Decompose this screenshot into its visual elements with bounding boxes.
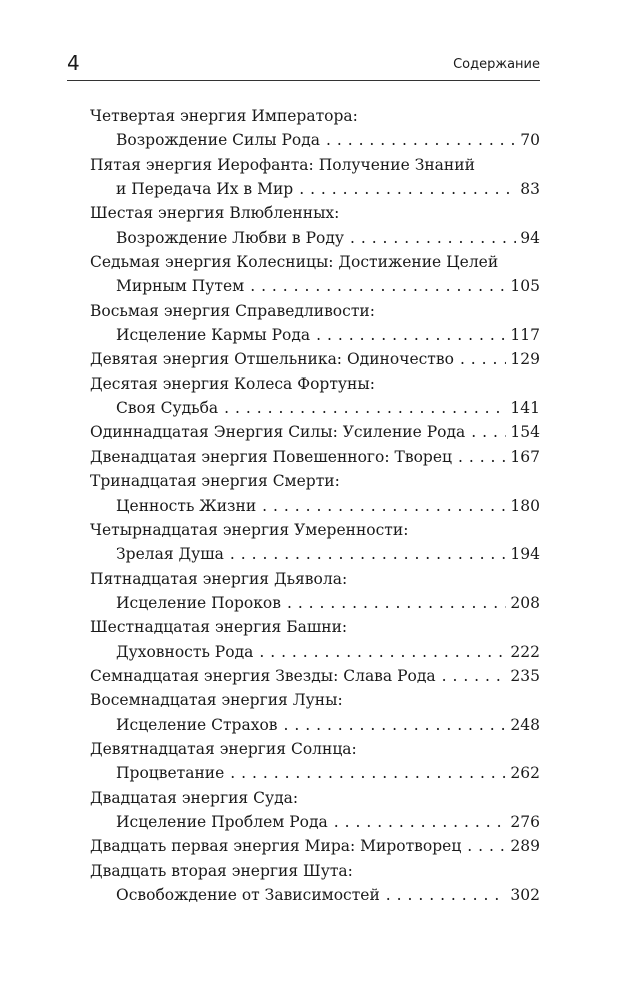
toc-entry-text: Десятая энергия Колеса Фортуны: [90,374,375,393]
dot-leader [326,128,516,152]
toc-entry-line [90,591,540,615]
toc-entry-line [90,226,540,250]
toc-entry-text: Возрождение Силы Рода [116,131,321,150]
toc-page-number: 129 [510,350,540,369]
toc-entry-text: Девятнадцатая энергия Солнца: [90,739,357,758]
toc-entry-heading [90,299,540,323]
toc-entry-heading [90,372,540,396]
dot-leader [230,761,506,785]
dot-leader [230,542,506,566]
toc-page-number: 105 [510,277,540,296]
toc-entry-line [90,810,540,834]
toc-page-number: 302 [510,886,540,904]
toc-entry-text: Исцеление Проблем Рода [116,812,328,831]
toc-entry-heading [90,688,540,712]
toc-entry-line [90,420,540,444]
dot-leader [284,713,507,737]
toc-entry-heading [90,615,540,639]
toc-entry-line [90,396,540,420]
toc-entry-text: и Передача Их в Мир [116,180,294,199]
toc-entry-text: Шестая энергия Влюбленных: [90,204,340,223]
toc-entry-heading [90,469,540,493]
toc-page-number: 94 [520,228,540,247]
toc-entry-text: Восьмая энергия Справедливости: [90,301,375,320]
toc-entry-text: Седьмая энергия Колесницы: Достижение Целей [90,253,499,272]
toc-entry-text: Пятая энергия Иерофанта: Получение Знаний [90,155,475,174]
toc-entry-line [90,542,540,566]
toc-entry-line [90,494,540,518]
toc-entry-text: Мирным Путем [116,277,245,296]
dot-leader [386,883,507,907]
toc-entry-heading [90,153,540,177]
page-header [67,50,540,81]
toc-page-number: 289 [510,837,540,856]
toc-entry-text: Процветание [116,764,225,783]
dot-leader [287,591,506,615]
toc-entry-line [90,834,540,858]
toc-entry-text: Тринадцатая энергия Смерти: [90,472,340,491]
toc-page-number: 194 [510,545,540,564]
toc-page-number: 154 [510,423,540,442]
toc-entry-text: Четырнадцатая энергия Умеренности: [90,520,409,539]
dot-leader [458,445,506,469]
dot-leader [350,226,516,250]
toc-entry-text: Двадцать первая энергия Мира: Миротворец [90,837,462,856]
dot-leader [262,494,506,518]
toc-page-number: 248 [510,715,540,734]
toc-page-number: 276 [510,812,540,831]
toc-entry-text: Девятая энергия Отшельника: Одиночество [90,350,454,369]
dot-leader [224,396,506,420]
toc-entry-line [90,177,540,201]
toc-entry-line [90,761,540,785]
dot-leader [316,323,506,347]
toc-entry-text: Семнадцатая энергия Звезды: Слава Рода [90,666,436,685]
toc-entry-text: Двадцать вторая энергия Шута: [90,861,353,880]
toc-entry-text: Исцеление Кармы Рода [116,326,311,345]
toc-entry-text: Одиннадцатая Энергия Силы: Усиление Рода [90,423,466,442]
section-title: Содержание [453,57,540,72]
toc-page-number: 141 [510,399,540,418]
dot-leader [467,834,506,858]
toc-entry-heading [90,104,540,128]
toc-entry-line [90,883,540,907]
toc-entry-heading [90,518,540,542]
toc-entry-text: Исцеление Страхов [116,715,278,734]
dot-leader [299,177,516,201]
toc-entry-line [90,664,540,688]
toc-entry-heading [90,250,540,274]
toc-page-number: 222 [510,642,540,661]
dot-leader [334,810,507,834]
toc-entry-text: Восемнадцатая энергия Луны: [90,691,343,710]
toc-entry-heading [90,859,540,883]
dot-leader [471,420,506,444]
dot-leader [250,274,506,298]
toc-entry-text: Пятнадцатая энергия Дьявола: [90,569,348,588]
toc-entry-text: Духовность Рода [116,642,254,661]
toc-entry-heading [90,567,540,591]
toc-entry-text: Шестнадцатая энергия Башни: [90,618,348,637]
toc-entry-text: Ценность Жизни [116,496,257,515]
toc-entry-text: Освобождение от Зависимостей [116,886,380,904]
toc-entry-text: Своя Судьба [116,399,219,418]
toc-entry-text: Возрождение Любви в Роду [116,228,344,247]
toc-entry-line [90,128,540,152]
toc-entry-text: Исцеление Пороков [116,593,281,612]
toc-entry-text: Четвертая энергия Императора: [90,107,358,125]
dot-leader [259,640,506,664]
toc-entry-text: Двадцатая энергия Суда: [90,788,299,807]
toc-entry-heading [90,201,540,225]
dot-leader [460,347,506,371]
toc-entry-heading [90,786,540,810]
toc-page-number: 235 [510,666,540,685]
toc-entry-line [90,640,540,664]
toc-entry-line [90,445,540,469]
toc-entry-line [90,713,540,737]
toc-entry-line [90,323,540,347]
toc-page-number: 117 [510,326,540,345]
toc-entry-line [90,274,540,298]
toc-page-number: 208 [510,593,540,612]
toc-entry-text: Зрелая Душа [116,545,224,564]
toc-page-number: 262 [510,764,540,783]
toc-entry-heading [90,737,540,761]
toc-page-number: 83 [520,180,540,199]
toc-page-number: 70 [520,131,540,150]
page-number: 4 [67,51,80,75]
toc-entry-line [90,347,540,371]
toc-page-number: 167 [510,447,540,466]
toc-page-number: 180 [510,496,540,515]
dot-leader [442,664,507,688]
toc-entry-text: Двенадцатая энергия Повешенного: Творец [90,447,452,466]
table-of-contents [90,104,540,907]
